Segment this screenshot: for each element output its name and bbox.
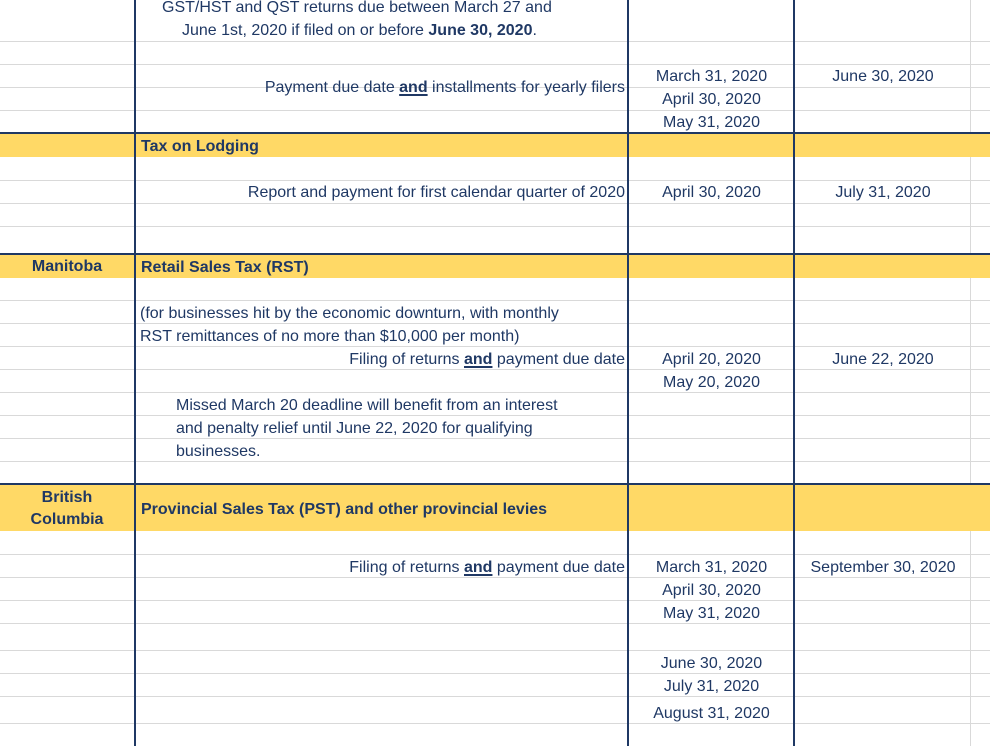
lodging-deadline: July 31, 2020 <box>835 184 931 201</box>
manitoba-note-line1: (for businesses hit by the economic downturn, with monthly <box>140 305 559 322</box>
province-british-columbia: British Columbia <box>30 489 104 528</box>
yearly-deadline: June 30, 2020 <box>832 68 934 85</box>
bc-filing-desc: Filing of returns and payment due date <box>349 559 625 576</box>
manitoba-missed-line1: Missed March 20 deadline will benefit from an interest <box>176 397 558 414</box>
gst-note-line2: June 1st, 2020 if filed on or before June 30, 2020. <box>182 22 537 39</box>
bc-title: Provincial Sales Tax (PST) and other provincial levies <box>141 501 548 518</box>
yearly-due-dates: March 31, 2020 April 30, 2020 May 31, 2020 <box>655 68 768 131</box>
lodging-title: Tax on Lodging <box>141 138 259 155</box>
lodging-desc: Report and payment for first calendar quarter of 2020 <box>247 184 625 201</box>
manitoba-due-dates: April 20, 2020 May 20, 2020 <box>662 351 761 391</box>
manitoba-missed-line2: and penalty relief until June 22, 2020 for qualifying <box>176 420 533 437</box>
manitoba-filing-desc: Filing of returns and payment due date <box>349 351 625 368</box>
manitoba-deadline: June 22, 2020 <box>832 351 934 368</box>
province-manitoba: Manitoba <box>31 258 103 275</box>
gst-note-line1: GST/HST and QST returns due between March 27 and <box>162 0 552 16</box>
manitoba-missed-line3: businesses. <box>176 443 261 460</box>
manitoba-title: Retail Sales Tax (RST) <box>141 259 309 276</box>
bc-deadline: September 30, 2020 <box>810 559 956 576</box>
yearly-filers-desc: Payment due date and installments for yearly filers <box>264 79 625 96</box>
bc-due-dates-a: March 31, 2020 April 30, 2020 May 31, 2020 <box>655 559 768 622</box>
bc-due-dates-b: June 30, 2020 July 31, 2020 August 31, 2020 <box>653 655 770 722</box>
manitoba-note-line2: RST remittances of no more than $10,000 per month) <box>140 328 520 345</box>
lodging-due-date: April 30, 2020 <box>662 184 761 201</box>
